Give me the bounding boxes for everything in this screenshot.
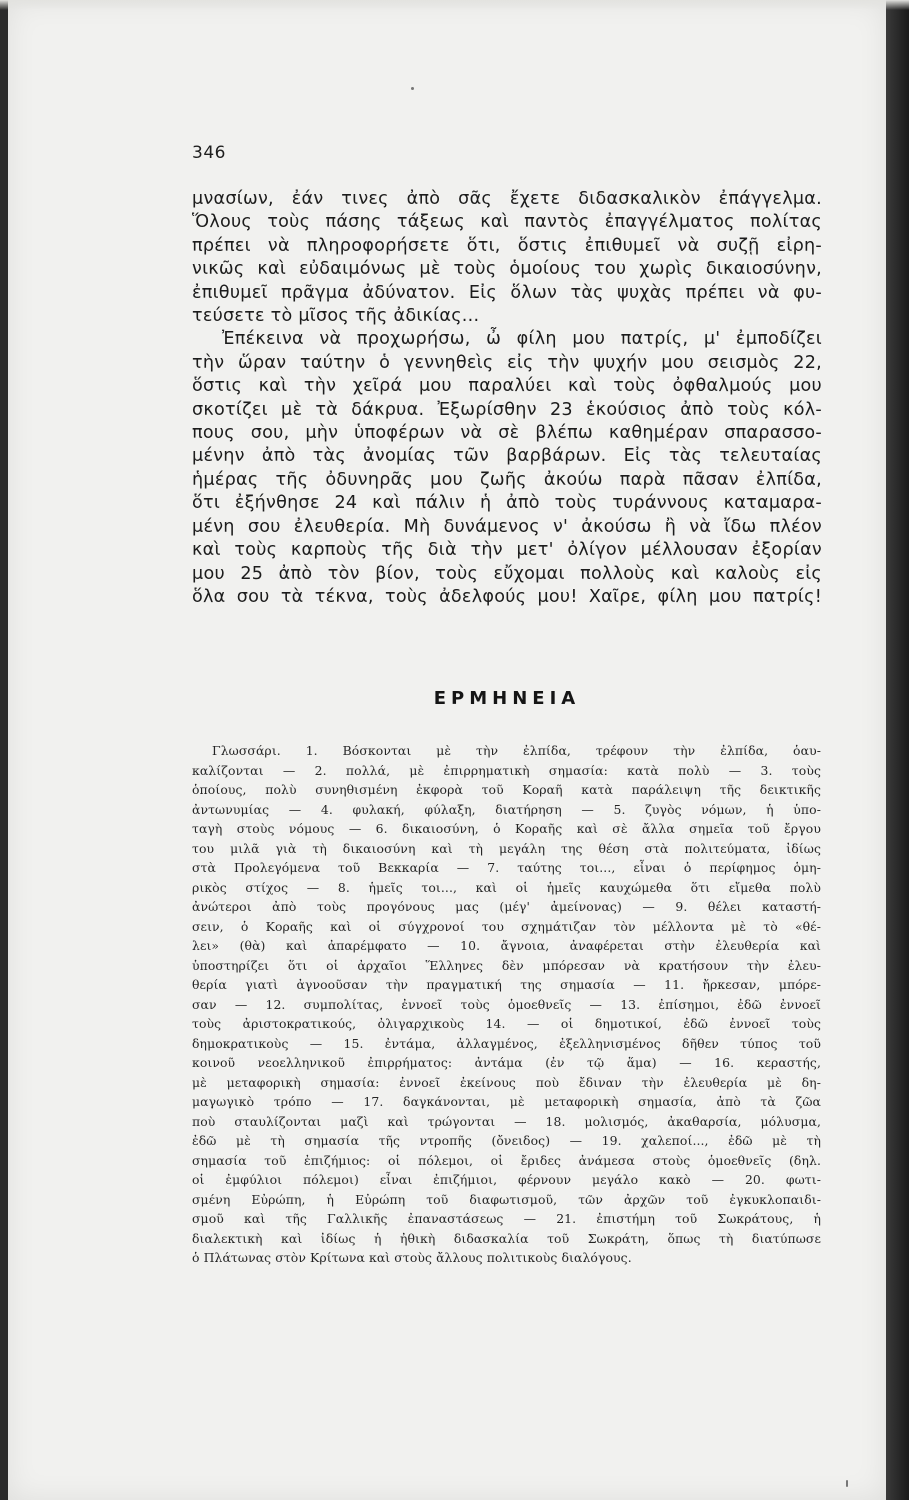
text-line: μένη σου ἐλευθερία. Μὴ δυνάμενος ν' ἀκούσω ἢ νὰ ἴδω πλέον bbox=[192, 516, 822, 537]
glossary-line: ποὺ σταυλίζονται μαζὶ καὶ τρώγονται — 18. μολισμός, ἀκαθαρσία, μόλυσμα, bbox=[192, 1113, 821, 1129]
text-line: ὅλα σου τὰ τέκνα, τοὺς ἀδελφούς μου! Χαῖρε, φίλη μου πατρίς! bbox=[192, 586, 822, 607]
glossary-line: διαλεκτικὴ καὶ ἰδίως ἡ ἠθικὴ διδασκαλία τοῦ Σωκράτη, ὅπως τὴ διατύπωσε bbox=[192, 1230, 821, 1246]
glossary-line: Γλωσσάρι. 1. Βόσκονται μὲ τὴν ἐλπίδα, τρέφουν τὴν ἐλπίδα, ὁαυ- bbox=[212, 743, 821, 758]
glossary-line: μαγωγικὸ τρόπο — 17. δαγκάνονται, μὲ μεταφορικὴ σημασία, ἀπὸ τὰ ζῶα bbox=[192, 1094, 821, 1110]
glossary-line: θερία γιατὶ ἀγνοοῦσαν τὴν πραγματική της σημασία — 11. ἤρκεσαν, μπόρε- bbox=[192, 977, 821, 993]
glossary-line: ἀντωνυμίας — 4. φυλακή, φύλαξη, διατήρηση — 5. ζυγὸς νόμων, ἡ ὑπο- bbox=[192, 801, 821, 817]
text-line: τὴν ὥραν ταύτην ὁ γεννηθεὶς εἰς τὴν ψυχήν μου σεισμὸς 22, bbox=[192, 352, 822, 373]
glossary-line: ὁ Πλάτωνας στὸν Κρίτωνα καὶ στοὺς ἄλλους πολιτικοὺς διαλόγους. bbox=[192, 1250, 632, 1266]
glossary-line: ρικὸς στίχος — 8. ἡμεῖς τοι..., καὶ οἱ ἡμεῖς καυχώμεθα ὅτι εἴμεθα πολὺ bbox=[192, 879, 821, 895]
glossary-line: καλίζονται — 2. πολλά, μὲ ἐπιρρηματικὴ σημασία: κατὰ πολὺ — 3. τοὺς bbox=[192, 762, 821, 778]
text-line: μένην ἀπὸ τὰς ἀνομίας τῶν βαρβάρων. Εἰς τὰς τελευταίας bbox=[192, 446, 822, 467]
glossary-line: λει» (θὰ) καὶ ἀπαρέμφατο — 10. ἄγνοια, ἀναφέρεται στὴν ἐλευθερία καὶ bbox=[192, 938, 821, 954]
main-text bbox=[192, 188, 822, 609]
glossary-line: σμοῦ καὶ τῆς Γαλλικῆς ἐπαναστάσεως — 21. ἐπιστήμη τοῦ Σωκράτους, ἡ bbox=[192, 1211, 821, 1227]
glossary-line: οἱ ἐμφύλιοι πόλεμοι) εἶναι ἐπιζήμιοι, φέρνουν μεγάλο κακὸ — 20. φωτι- bbox=[192, 1172, 821, 1188]
text-line: σκοτίζει μὲ τὰ δάκρυα. Ἐξωρίσθην 23 ἑκούσιος ἀπὸ τοὺς κόλ- bbox=[192, 399, 822, 420]
text-line: μου 25 ἀπὸ τὸν βίον, τοὺς εὔχομαι πολλοὺς καὶ καλοὺς εἰς bbox=[192, 563, 822, 584]
glossary-line: στὰ Προλεγόμενα τοῦ Βεκκαρία — 7. ταύτης τοι..., εἶναι ὁ περίφημος ὁμη- bbox=[192, 860, 821, 876]
text-line: ὅστις καὶ τὴν χεῖρά μου παραλύει καὶ τοὺς ὀφθαλμούς μου bbox=[192, 376, 822, 397]
glossary-line: ταγὴ στοὺς νόμους — 6. δικαιοσύνη, ὁ Κοραῆς καὶ σὲ ἄλλα σημεῖα τοῦ ἔργου bbox=[192, 821, 821, 837]
glossary-line: ὁποίους, πολὺ συνηθισμένη ἐκφορὰ τοῦ Κοραῆ κατὰ παράλειψη τῆς δεικτικῆς bbox=[192, 782, 821, 798]
glossary-line: ὑποστηρίζει ὅτι οἱ ἀρχαῖοι Ἕλληνες δὲν μπόρεσαν νὰ κρατήσουν τὴν ἐλευ- bbox=[192, 957, 821, 973]
text-line: μνασίων, ἐάν τινες ἀπὸ σᾶς ἔχετε διδασκαλικὸν ἐπάγγελμα. bbox=[192, 189, 822, 209]
glossary-line: τοὺς ἀριστοκρατικούς, ὀλιγαρχικοὺς 14. — οἱ δημοτικοί, ἐδῶ ἐννοεῖ τοὺς bbox=[192, 1016, 821, 1032]
text-line: τεύσετε τὸ μῖσος τῆς ἀδικίας... bbox=[192, 306, 480, 327]
text-line: ἡμέρας τῆς ὀδυνηρᾶς μου ζωῆς ἀκούω παρὰ πᾶσαν ἐλπίδα, bbox=[192, 469, 822, 490]
glossary-line: ἐδῶ μὲ τὴ σημασία τῆς ντροπῆς (ὄνειδος) — 19. χαλεποί..., ἐδῶ μὲ τὴ bbox=[192, 1133, 821, 1149]
glossary-text bbox=[192, 741, 821, 1268]
text-line: Ὅλους τοὺς πάσης τάξεως καὶ παντὸς ἐπαγγέλματος πολίτας bbox=[192, 212, 822, 233]
paper-speck bbox=[411, 87, 414, 90]
text-line: καὶ τοὺς καρποὺς τῆς διὰ τὴν μετ' ὀλίγον μέλλουσαν ἐξορίαν bbox=[192, 540, 822, 561]
glossary-line: του μιλᾶ γιὰ τὴ δικαιοσύνη καὶ τὴ μεγάλη της θέση στὰ πολιτεύματα, ἰδίως bbox=[192, 840, 821, 856]
paper-speck bbox=[846, 1480, 848, 1487]
glossary-line: μὲ μεταφορικὴ σημασία: ἐννοεῖ ἐκείνους ποὺ ἔδιναν τὴν ἐλευθερία μὲ δη- bbox=[192, 1074, 821, 1090]
section-heading: ΕΡΜΗΝΕΙΑ bbox=[433, 688, 581, 709]
text-line: νικῶς καὶ εὐδαιμόνως μὲ τοὺς ὁμοίους του χωρὶς δικαιοσύνην, bbox=[192, 259, 822, 280]
text-line: πους σου, μὴν ὑποφέρων νὰ σὲ βλέπω καθημέραν σπαρασσο- bbox=[192, 423, 822, 444]
text-line: πρέπει νὰ πληροφορήσετε ὅτι, ὅστις ἐπιθυμεῖ νὰ συζῇ εἰρη- bbox=[192, 235, 822, 256]
glossary-line: δημοκρατικοὺς — 15. ἐντάμα, ἀλλαγμένος, ἐξελληνισμένος δῆθεν τύπος τοῦ bbox=[192, 1035, 821, 1051]
glossary-line: σμένη Εὐρώπη, ἡ Εὐρώπη τοῦ διαφωτισμοῦ, τῶν ἀρχῶν τοῦ ἐγκυκλοπαιδι- bbox=[192, 1191, 821, 1207]
text-line: ὅτι ἐξήνθησε 24 καὶ πάλιν ἡ ἀπὸ τοὺς τυράννους καταμαρα- bbox=[192, 493, 822, 514]
page-top-edge bbox=[0, 0, 909, 10]
page-number: 346 bbox=[192, 143, 226, 163]
text-line: Ἐπέκεινα νὰ προχωρήσω, ὦ φίλη μου πατρίς, μ' ἐμποδίζει bbox=[222, 329, 822, 350]
glossary-line: ἀνώτεροι ἀπὸ τοὺς προγόνους μας (μέγ' ἀμείνονας) — 9. θέλει καταστή- bbox=[192, 899, 821, 915]
glossary-line: σειν, ὁ Κοραῆς καὶ οἱ σύγχρονοί του σχημάτιζαν τὸν μέλλοντα μὲ τὸ «θέ- bbox=[192, 918, 821, 934]
text-line: ἐπιθυμεῖ πρᾶγμα ἀδύνατον. Εἰς ὅλων τὰς ψυχὰς πρέπει νὰ φυ- bbox=[192, 282, 822, 303]
glossary-line: σαν — 12. συμπολίτας, ἐννοεῖ τοὺς ὁμοεθνεῖς — 13. ἐπίσημοι, ἐδῶ ἐννοεῖ bbox=[192, 996, 821, 1012]
glossary-line: σημασία τοῦ ἐπιζήμιος: οἱ πόλεμοι, οἱ ἔριδες ἀνάμεσα στοὺς ὁμοεθνεῖς (δηλ. bbox=[192, 1152, 821, 1168]
glossary-line: κοινοῦ νεοελληνικοῦ ἐπιρρήματος: ἀντάμα (ἐν τῷ ἅμα) — 16. κεραστής, bbox=[192, 1055, 821, 1071]
page-edge-shadow bbox=[886, 0, 909, 1500]
